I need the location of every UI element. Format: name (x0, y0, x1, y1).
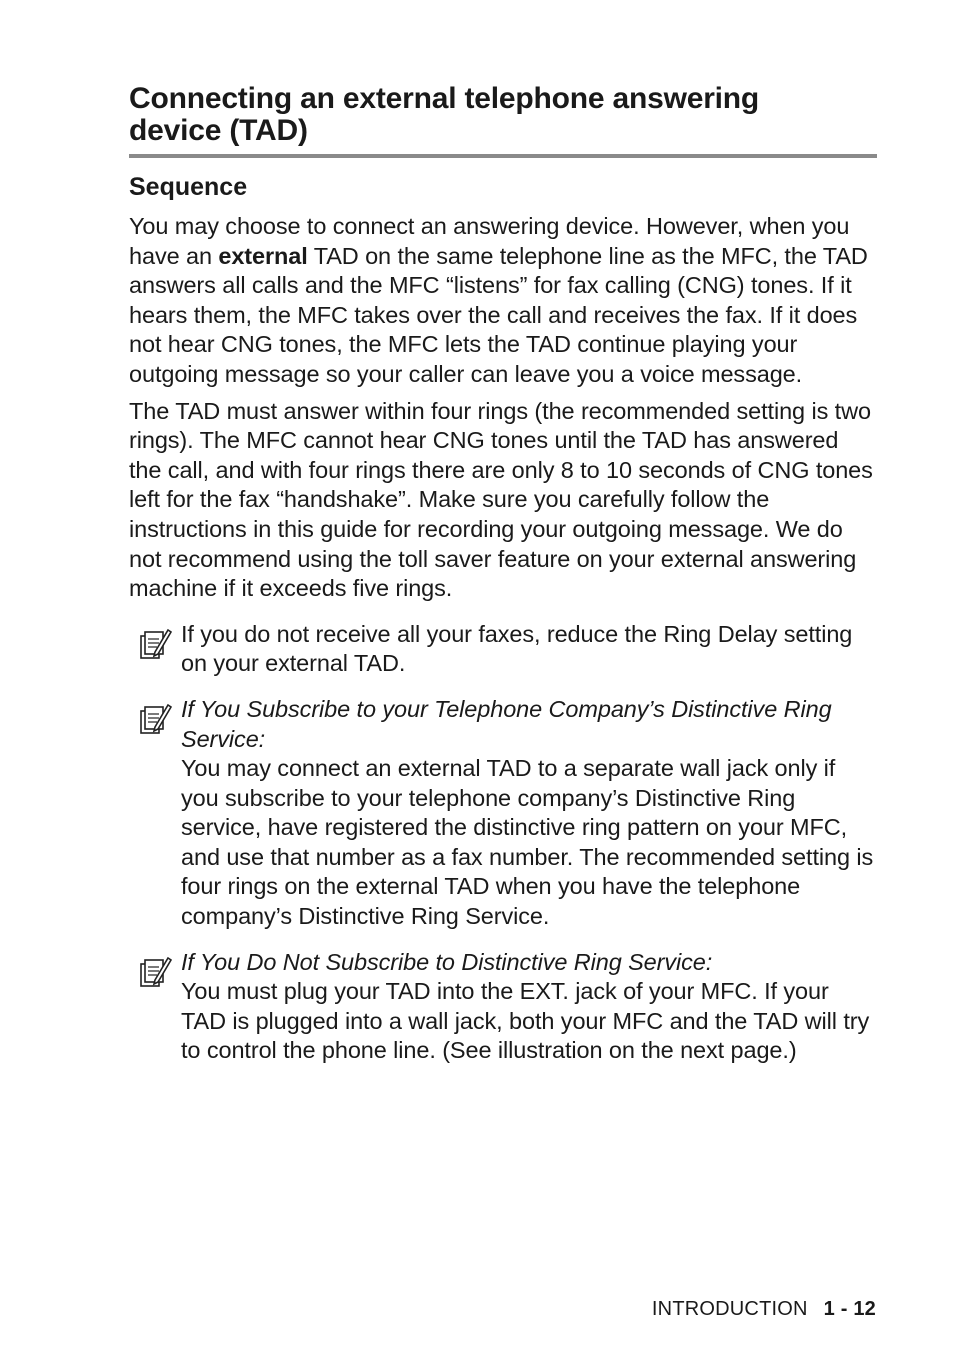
note-pad-icon (137, 952, 175, 990)
note-ring-delay (129, 620, 877, 679)
para1-text-before: You may choose to connect an answering device. However, when you have an (129, 213, 850, 269)
page-footer (652, 1298, 876, 1321)
heading-rule (129, 154, 877, 158)
note-3-text: You must plug your TAD into the EXT. jack of your MFC. If your TAD is plugged into a wall jack, both your MFC and the TAD will try to control the phone line. (See illustration on the next page.) (181, 978, 870, 1064)
note-pad-icon (137, 624, 175, 662)
footer-section-name: INTRODUCTION (651, 1298, 808, 1320)
para1-bold-word: external (218, 242, 308, 269)
note-1-text: If you do not receive all your faxes, reduce the Ring Delay setting on your external TAD. (181, 620, 853, 677)
footer-page-number: 1 - 12 (823, 1298, 876, 1320)
note-distinctive-ring-no-subscribe (129, 948, 877, 1066)
note-distinctive-ring-subscribe (129, 695, 877, 932)
sequence-paragraph-2: The TAD must answer within four rings (the recommended setting is two rings). The MFC cannot hear CNG tones until the TAD has answered the call, and with four rings there are only 8 to 10 seconds of CNG tones left for the fax “handshake”. Make sure you carefully follow the instructions in this guide for recording your outgoing message. We do not recommend using the toll saver feature on your external answering machine if it exceeds five rings. (129, 397, 873, 602)
note-2-heading: If You Subscribe to your Telephone Company’s Distinctive Ring Service: (181, 695, 832, 752)
heading-line-2: device (TAD) (129, 114, 308, 147)
note-3-heading: If You Do Not Subscribe to Distinctive Ring Service: (181, 948, 713, 975)
sequence-subtitle: Sequence (129, 173, 248, 201)
note-2-text: You may connect an external TAD to a separate wall jack only if you subscribe to your telephone company’s Distinctive Ring service, have registered the distinctive ring pattern on your MFC, and use that number as a fax number. The recommended setting is four rings on the external TAD when you have the telephone company’s Distinctive Ring Service. (181, 755, 874, 930)
heading-line-1: Connecting an external telephone answering (129, 82, 760, 115)
section-heading (129, 83, 877, 152)
para1-text-after: TAD on the same telephone line as the MFC, the TAD answers all calls and the MFC “listens” for fax calling (CNG) tones. If it hears them, the MFC takes over the call and receives the fax. If it does not hear CNG tones, the MFC lets the TAD continue playing your outgoing message so your caller can leave you a voice message. (129, 242, 868, 387)
sequence-paragraph-1 (129, 212, 877, 390)
page-content (129, 83, 877, 1066)
note-pad-icon (137, 699, 175, 737)
